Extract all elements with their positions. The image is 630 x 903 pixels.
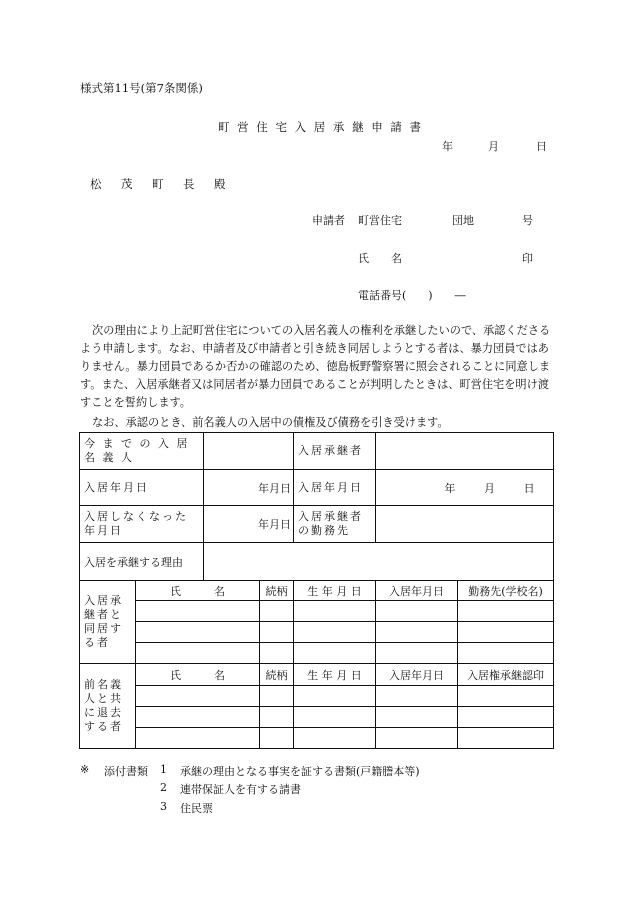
date-day: 日 (536, 140, 547, 153)
cell[interactable] (260, 707, 294, 728)
table-row (80, 622, 554, 643)
col-name: 氏 名 (136, 581, 260, 601)
cell[interactable] (260, 643, 294, 664)
col-name-2: 氏 名 (136, 664, 260, 686)
date-month: 月 (488, 140, 499, 153)
attachment-num: 2 (160, 781, 167, 794)
reason-value[interactable] (204, 543, 554, 581)
cell[interactable] (136, 686, 260, 707)
leave-label: 前名義人と共に退去する者 (80, 664, 136, 749)
successor-label: 入居承継者 (294, 433, 376, 470)
cell[interactable] (136, 622, 260, 643)
cell[interactable] (376, 707, 458, 728)
body-paragraph: 次の理由により上記町営住宅についての入居名義人の権利を承継したいので、承認くださるよう申請します。なお、申請者及び申請者と引き続き同居しようとする者は、暴力団員ではありません。暴力団員であるか否かの確認のため、徳島板野警察署に照会されることに同意します。また、入居承継者又は同居者が暴力団員であることが判明したときは、町営住宅を明け渡すことを誓約します。 (80, 324, 551, 409)
successor-value[interactable] (376, 433, 554, 470)
succession-table (79, 432, 554, 749)
col-birth-2: 生 年 月 日 (294, 664, 376, 686)
cell[interactable] (260, 728, 294, 749)
applicant-seal: 印 (522, 252, 533, 265)
col-work: 勤務先(学校名) (458, 581, 554, 601)
ymd-month: 月 (269, 518, 281, 531)
cell[interactable] (458, 601, 554, 622)
cell[interactable] (294, 601, 376, 622)
date-year: 年 (442, 140, 453, 153)
table-row (80, 686, 554, 707)
cell[interactable] (458, 622, 554, 643)
successor-work-value[interactable] (376, 506, 554, 543)
attachment-num: 3 (160, 800, 167, 813)
attachment-text: 承継の理由となる事実を証する書類(戸籍謄本等) (180, 765, 420, 778)
document-title: 町 営 住 宅 入 居 承 継 申 請 書 (218, 120, 424, 134)
cell[interactable] (294, 622, 376, 643)
ymd-day: 日 (280, 481, 292, 495)
cell[interactable] (294, 686, 376, 707)
col-relation: 続柄 (260, 581, 294, 601)
cell[interactable] (136, 643, 260, 664)
table-row (80, 728, 554, 749)
col-birth: 生 年 月 日 (294, 581, 376, 601)
cell[interactable] (376, 686, 458, 707)
table-row (80, 707, 554, 728)
applicant-complex: 団地 (452, 214, 474, 227)
ymd-day: 日 (523, 481, 535, 495)
cell[interactable] (136, 728, 260, 749)
col-relation-2: 続柄 (260, 664, 294, 686)
table-row (80, 643, 554, 664)
attachment-text: 連帯保証人を有する請書 (180, 783, 301, 796)
cell[interactable] (458, 728, 554, 749)
cell[interactable] (294, 707, 376, 728)
successor-move-in-value[interactable] (376, 470, 554, 506)
ymd-month: 月 (484, 481, 495, 495)
col-movein-2: 入居年月日 (376, 664, 458, 686)
cohabit-label: 入居承継者と同居する者 (80, 581, 136, 664)
applicant-label: 申請者 (312, 214, 345, 227)
successor-work-label: 入居承継者の勤務先 (294, 506, 376, 543)
table-row (80, 601, 554, 622)
applicant-name-label: 氏 名 (358, 252, 402, 265)
col-movein: 入居年月日 (376, 581, 458, 601)
prev-holder-label: 今 ま で の 入 居 名 義 人 (80, 433, 204, 470)
cell[interactable] (376, 643, 458, 664)
applicant-housing: 町営住宅 (358, 214, 402, 227)
cell[interactable] (376, 622, 458, 643)
ymd-month: 月 (269, 481, 281, 495)
cell[interactable] (260, 601, 294, 622)
move-out-label: 入居しなくなった年月日 (80, 506, 204, 543)
attachment-num: 1 (160, 763, 167, 776)
cell[interactable] (458, 686, 554, 707)
cell[interactable] (136, 601, 260, 622)
successor-move-in-label: 入居年月日 (294, 470, 376, 506)
cell[interactable] (260, 622, 294, 643)
addressee: 松 茂 町 長 殿 (90, 177, 230, 191)
col-approval: 入居権承継認印 (458, 664, 554, 686)
ymd-year: 年 (444, 481, 456, 495)
attachments-label: 添付書類 (104, 765, 148, 778)
prev-holder-value[interactable] (204, 433, 294, 470)
body-paragraph-2: なお、承認のとき、前名義人の入居中の債権及び債務を引き受けます。 (92, 416, 449, 429)
attachment-text: 住民票 (180, 802, 213, 815)
cell[interactable] (260, 686, 294, 707)
form-number: 様式第11号(第7条関係) (80, 81, 203, 95)
cell[interactable] (136, 707, 260, 728)
move-out-value[interactable] (204, 506, 294, 543)
cell[interactable] (294, 728, 376, 749)
cell[interactable] (376, 728, 458, 749)
move-in-date-value[interactable] (204, 470, 294, 506)
ymd-year: 年 (258, 481, 270, 495)
applicant-number: 号 (522, 214, 533, 227)
reason-label: 入居を承継する理由 (80, 543, 204, 581)
cell[interactable] (376, 601, 458, 622)
applicant-phone: 電話番号( ) ― (358, 289, 466, 302)
cell[interactable] (294, 643, 376, 664)
cell[interactable] (458, 707, 554, 728)
ymd-year: 年 (258, 518, 270, 531)
move-in-date-label: 入居年月日 (80, 470, 204, 506)
attachments-mark: ※ (80, 763, 90, 776)
ymd-day: 日 (280, 518, 292, 531)
cell[interactable] (458, 643, 554, 664)
